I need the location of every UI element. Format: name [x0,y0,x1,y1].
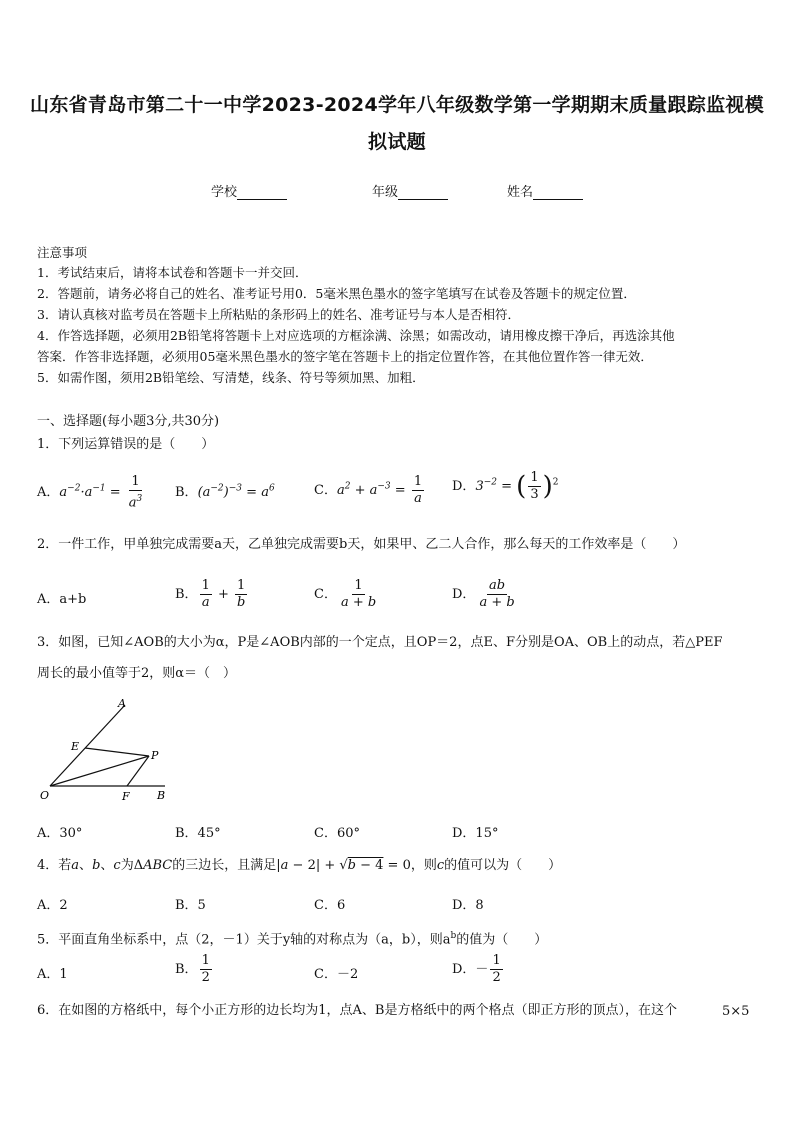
segment-ep [85,748,149,756]
question-5-stem: 5．平面直角坐标系中，点（2，－1）关于y轴的对称点为（a，b），则$a^b$的值为（ ） [37,931,548,948]
q3-option-c[interactable]: C．60° [314,826,360,841]
label-b: B [157,789,166,802]
note-item: 1．考试结束后，请将本试卷和答题卡一并交回． [37,265,308,280]
q5-option-d[interactable]: D．－ $\frac{1}{2}$ [452,953,501,985]
label-o: O [40,789,50,802]
question-6-stem: 6．在如图的方格纸中，每个小正方形的边长均为1，点A、B是方格纸中的两个格点（即正方形的顶点），在这个 [37,1003,677,1018]
q5-option-c[interactable]: C．－2 [314,967,359,982]
q6-grid-size: 5×5 [722,1004,750,1019]
grade-field[interactable]: 年级 [372,181,448,200]
question-3-stem-line1: 3．如图，已知∠AOB的大小为α，P是∠AOB内部的一个定点，且OP＝2，点E、F分别是OA、OB上的动点，若△PEF [37,635,723,650]
q3-option-b[interactable]: B．45° [175,826,221,841]
label-p: P [151,749,159,762]
question-3-stem-line2: 周长的最小值等于2，则α＝（ ） [37,666,237,681]
note-item: 答案．作答非选择题，必须用05毫米黑色墨水的签字笔在答题卡上的指定位置作答，在其他位置作答一律无效． [37,349,653,364]
notes-heading: 注意事项 [37,245,88,260]
section-heading: 一、选择题(每小题3分,共30分) [37,414,220,429]
q4-option-b[interactable]: B．5 [175,898,206,913]
exam-title-line1: 山东省青岛市第二十一中学2023-2024学年八年级数学第一学期期末质量跟踪监视模 [30,94,764,116]
note-item: 5．如需作图，须用2B铅笔绘、写清楚，线条、符号等须加黑、加粗． [37,370,425,385]
q1-option-c[interactable]: C．$a^2 + a^{-3}$ = $\frac{1}{a}$ [314,474,423,506]
q1-option-d[interactable]: D．$3^{-2}$ = ( $\frac{1}{3}$ )$^2$ [452,470,559,502]
note-item: 2．答题前，请务必将自己的姓名、准考证号用0．5毫米黑色墨水的签字笔填写在试卷及答题卡的规定位置． [37,286,636,301]
q2-option-d[interactable]: D． $\frac{ab}{a + b}$ [452,578,515,610]
q2-option-c[interactable]: C． $\frac{1}{a + b}$ [314,578,377,610]
ray-oa [50,705,125,786]
school-field[interactable]: 学校 [211,181,287,200]
question-2-stem: 2．一件工作，甲单独完成需要a天，乙单独完成需要b天，如果甲、乙二人合作，那么每天的工作效率是（ ） [37,537,686,552]
q1-option-a[interactable]: A．$a^{-2}\cdot a^{-1}$ = $\frac{1}{a^3}$ [37,474,143,511]
label-f: F [122,790,130,803]
q2-option-a[interactable]: A．a+b [37,592,87,607]
segment-fp [127,756,149,786]
note-item: 4．作答选择题，必须用2B铅笔将答题卡上对应选项的方框涂满、涂黑；如需改动，请用橡皮擦干净后，再选涂其他 [37,328,675,343]
question-1-stem: 1．下列运算错误的是（ ） [37,437,215,452]
exam-title-line2: 拟试题 [368,131,426,153]
q2-option-b[interactable]: B． $\frac{1}{a}$ + $\frac{1}{b}$ [175,578,246,610]
name-field[interactable]: 姓名 [507,181,583,200]
q5-option-a[interactable]: A．1 [37,967,68,982]
q4-option-d[interactable]: D．8 [452,898,484,913]
q4-option-a[interactable]: A．2 [37,898,68,913]
segment-op [50,756,149,786]
note-item: 3．请认真核对监考员在答题卡上所粘贴的条形码上的姓名、准考证号与本人是否相符． [37,307,520,322]
q3-angle-figure [37,693,177,805]
q3-option-d[interactable]: D．15° [452,826,499,841]
q3-option-a[interactable]: A．30° [37,826,83,841]
question-4-stem: 4．若a、b、c为ΔABC的三边长，且满足|a − 2| + √b − 4 = 0，则c的值可以为（ ） [37,858,562,873]
q1-option-b[interactable]: B．$(a^{-2})^{-3} = a^6$ [175,483,275,500]
label-a: A [118,697,126,710]
q4-option-c[interactable]: C．6 [314,898,346,913]
label-e: E [71,740,80,753]
q5-option-b[interactable]: B． $\frac{1}{2}$ [175,953,210,985]
